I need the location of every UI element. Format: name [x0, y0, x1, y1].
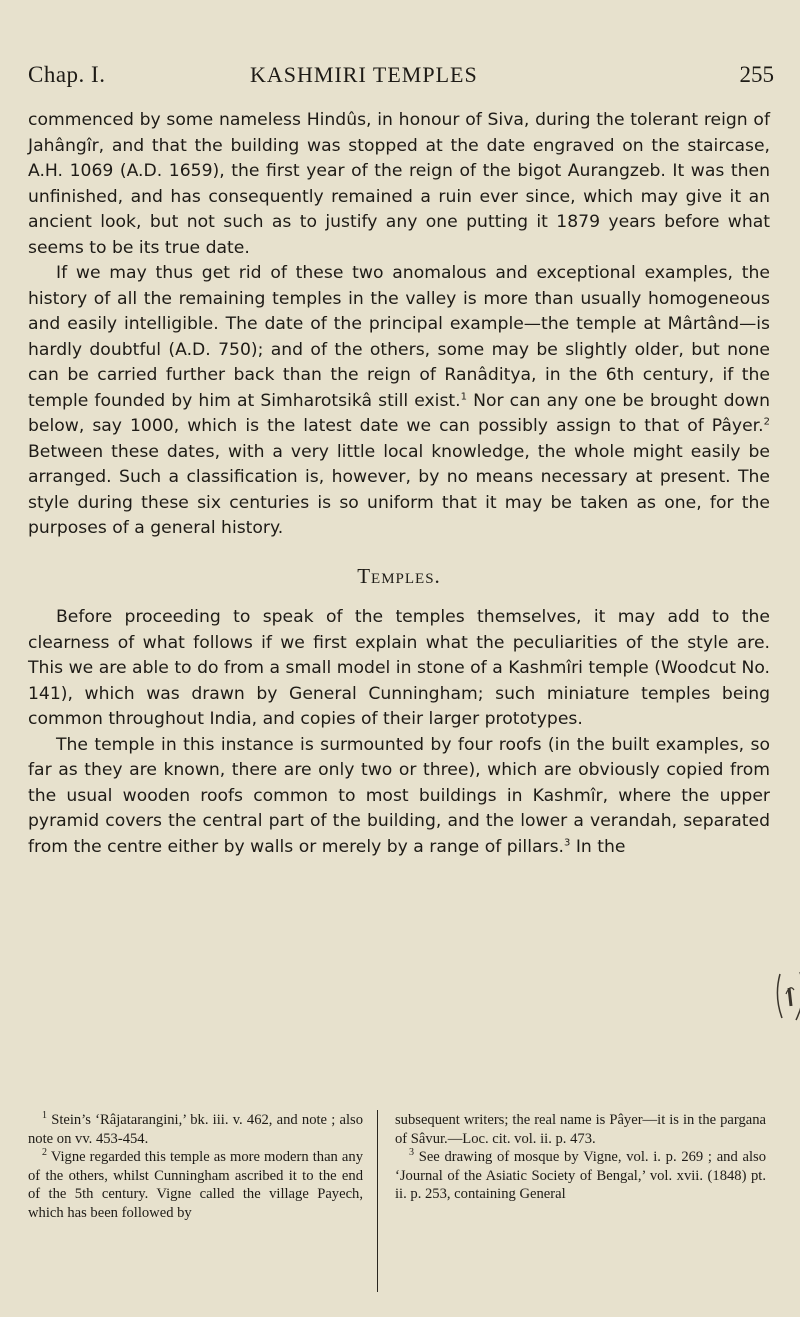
footnote-1 [28, 1111, 363, 1148]
footnote-3-mark: 3 [409, 1147, 414, 1159]
margin-bracket-mark-icon [776, 968, 800, 1024]
footnote-ref-1: 1 [460, 390, 467, 402]
paragraph-4-part-b: In the [570, 836, 626, 857]
paragraph-2-part-c: Between these dates, with a very little local knowledge, the whole might easily be arranged. Such a classification is, however, by no means necessary at present. The style during these six centuries is so uniform that it may be taken as one, for the purposes of a general history. [28, 441, 770, 538]
running-title: KASHMIRI TEMPLES [250, 62, 478, 87]
footnote-ref-3: 3 [564, 836, 571, 848]
footnote-2-mark: 2 [42, 1147, 47, 1159]
paragraph-1: commenced by some nameless Hindûs, in honour of Siva, during the tolerant reign of Jahângîr, and that the building was stopped at the date engraved on the staircase, A.H. 1069 (A.D. 1659), the first year of the reign of the bigot Aurangzeb. It was then unfinished, and has consequently remained a ruin ever since, which may give it an ancient look, but not such as to justify any one putting it 1879 years before what seems to be its true date. [28, 110, 770, 258]
footnotes-left-column [28, 1111, 363, 1223]
main-text [28, 108, 770, 860]
paragraph-4-part-a: The temple in this instance is surmounted by four roofs (in the built examples, so far as they are known, there are only two or three), which are obviously copied from the usual wooden roofs common to most buildings in Kashmîr, where the upper pyramid covers the central part of the building, and the lower a verandah, separated from the centre either by walls or merely by a range of pillars. [28, 734, 770, 857]
running-header [28, 60, 774, 92]
page-number: 255 [739, 62, 774, 87]
chapter-label: Chap. I. [28, 62, 106, 87]
paragraph-2-part-b: Nor can any one be brought down below, say 1000, which is the latest date we can possibly assign to that of Pâyer. [28, 390, 770, 436]
footnote-2-continuation: subsequent writers; the real name is Pâyer—it is in the pargana of Sâvur.—Loc. cit. vol. ii. p. 473. [395, 1112, 766, 1147]
footnote-ref-2: 2 [763, 416, 770, 428]
paragraph-4 [28, 733, 770, 861]
footnote-1-mark: 1 [42, 1110, 47, 1122]
footnote-1-text: Stein’s ‘Râjatarangini,’ bk. iii. v. 462, and note ; also note on vv. 453-454. [28, 1112, 363, 1147]
footnote-column-divider [377, 1110, 378, 1292]
footnote-3-text: See drawing of mosque by Vigne, vol. i. p. 269 ; and also ‘Journal of the Asiatic Society of Bengal,’ vol. xvii. (1848) pt. ii. p. 253, containing General [395, 1149, 766, 1203]
footnotes-right-column [395, 1111, 766, 1204]
footnote-2-text: Vigne regarded this temple as more modern than any of the others, whilst Cunningham ascribed it to the end of the 5th century. Vigne called the village Payech, which has been followed by [28, 1149, 363, 1221]
footnote-2 [28, 1148, 363, 1222]
paragraph-3: Before proceeding to speak of the temples themselves, it may add to the clearness of what follows if we first explain what the peculiarities of the style are. This we are able to do from a small model in stone of a Kashmîri temple (Woodcut No. 141), which was drawn by General Cunningham; such miniature temples being common throughout India, and copies of their larger prototypes. [28, 607, 770, 729]
section-heading: Temples. [357, 563, 441, 588]
paragraph-2-part-a: If we may thus get rid of these two anomalous and exceptional examples, the history of all the remaining temples in the valley is more than usually homogeneous and easily intelligible. The date of the principal example—the temple at Mârtând—is hardly doubtful (A.D. 750); and of the others, some may be slightly older, but none can be carried further back than the reign of Ranâditya, in the 6th century, if the temple founded by him at Simharotsikâ still exist. [28, 263, 770, 411]
footnote-3 [395, 1148, 766, 1204]
paragraph-2 [28, 261, 770, 542]
